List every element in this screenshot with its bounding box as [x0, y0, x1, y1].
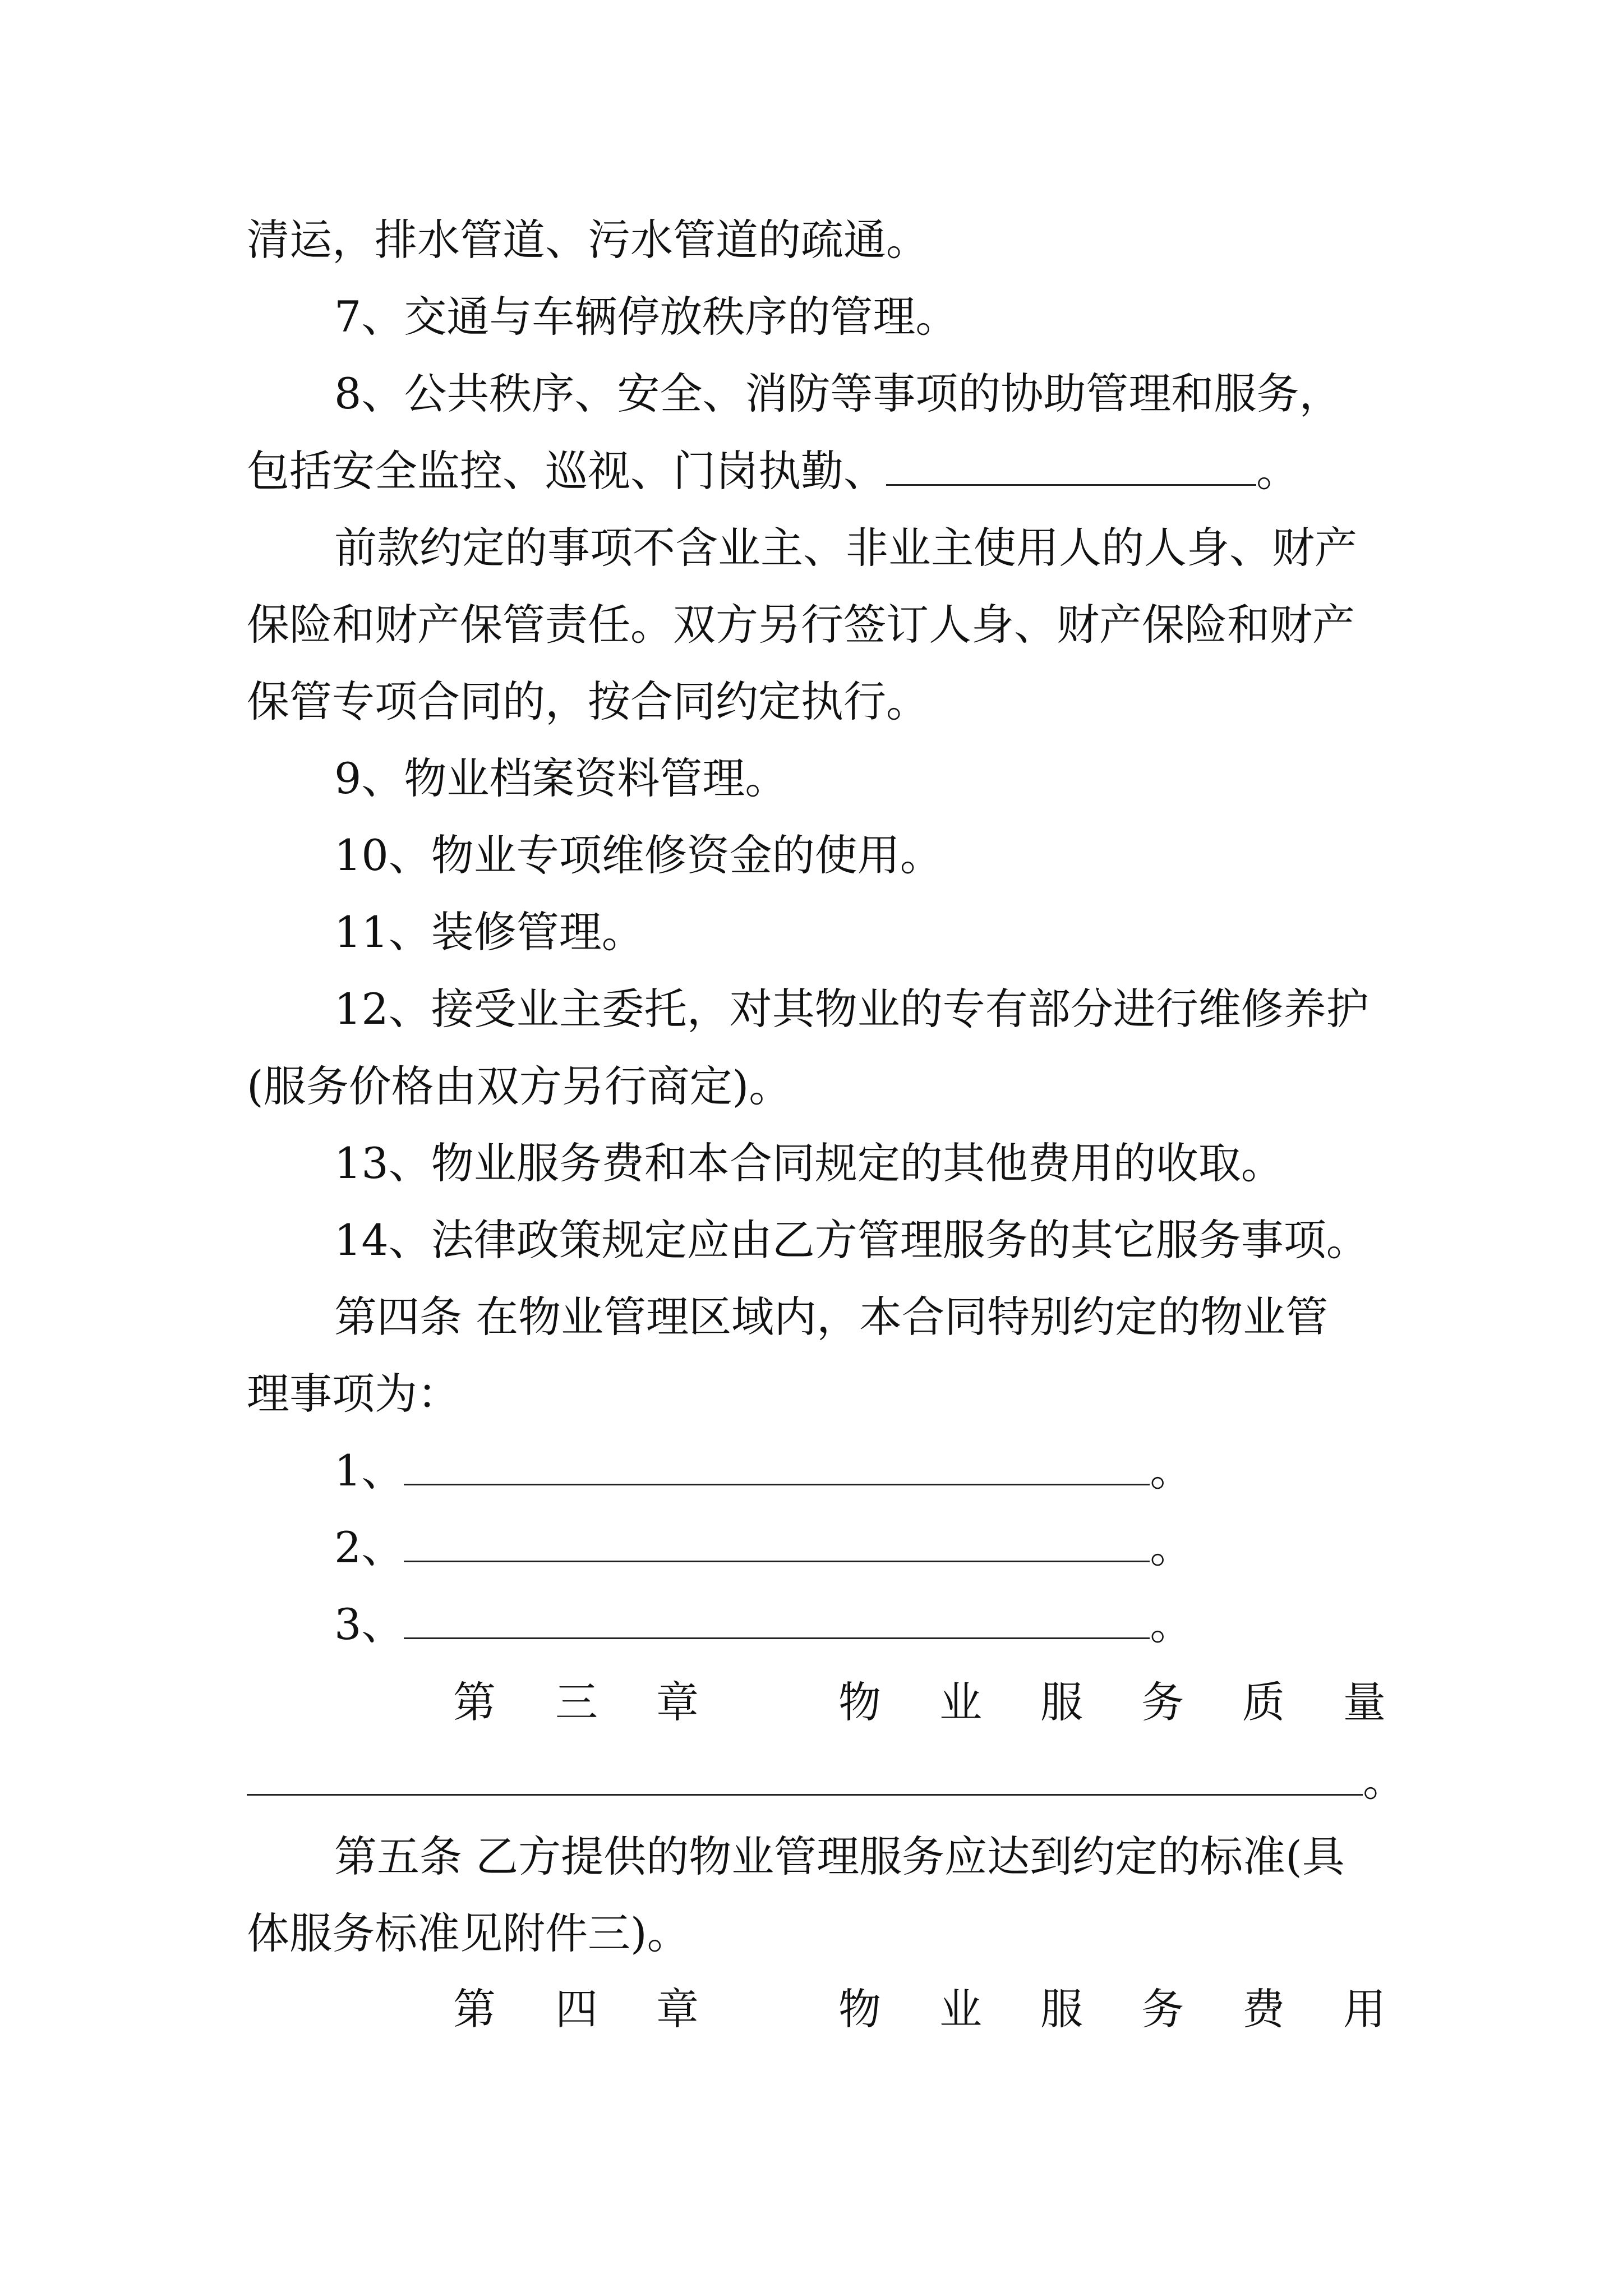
- chapter-char: 量: [1343, 1677, 1386, 1727]
- chapter-char: 章: [656, 1677, 699, 1727]
- text-segment: 。: [1150, 1522, 1193, 1572]
- chapter-char: 物: [838, 1677, 881, 1727]
- chapter-char: 服: [1040, 1984, 1083, 2034]
- chapter-char: 务: [1141, 1677, 1184, 1727]
- list-item-9: 9、物业档案资料管理。: [334, 753, 788, 803]
- blank-item-2: [334, 1520, 1192, 1576]
- text-line: 清运，排水管道、污水管道的疏通。: [247, 215, 929, 265]
- chapter-char: 四: [555, 1984, 598, 2034]
- list-item-13: 13、物业服务费和本合同规定的其他费用的收取。: [334, 1138, 1284, 1188]
- blank-item-1: [334, 1443, 1192, 1499]
- item-number: 2、: [334, 1522, 404, 1572]
- article-5-heading: 第五条 乙方提供的物业管理服务应达到约定的标准(具: [334, 1832, 1345, 1881]
- list-item-7: 7、交通与车辆停放秩序的管理。: [334, 292, 958, 342]
- chapter-3-underline-row: [247, 1753, 1405, 1809]
- paragraph-line: 保险和财产保管责任。双方另行签订人身、财产保险和财产: [247, 600, 1355, 650]
- text-segment: 。: [1363, 1756, 1405, 1806]
- chapter-char: 费: [1242, 1984, 1285, 2034]
- text-line: 体服务标准见附件三)。: [247, 1908, 690, 1958]
- list-item-11: 11、装修管理。: [334, 907, 644, 957]
- chapter-char: 业: [939, 1984, 982, 2034]
- fill-in-blank: [247, 1759, 1363, 1796]
- chapter-char: 质: [1242, 1677, 1285, 1727]
- list-item-12: 12、接受业主委托，对其物业的专有部分进行维修养护: [334, 984, 1369, 1034]
- chapter-char: 务: [1141, 1984, 1184, 2034]
- item-number: 3、: [334, 1599, 404, 1649]
- chapter-char: 第: [453, 1677, 496, 1727]
- text-segment: 。: [1256, 446, 1299, 496]
- text-segment: 。: [1150, 1446, 1193, 1496]
- list-item-14: 14、法律政策规定应由乙方管理服务的其它服务事项。: [334, 1215, 1369, 1265]
- chapter-char: 三: [555, 1677, 598, 1727]
- text-line: (服务价格由双方另行商定)。: [247, 1061, 792, 1111]
- text-segment: 包括安全监控、巡视、门岗执勤、: [247, 446, 886, 496]
- chapter-char: 章: [656, 1984, 699, 2034]
- fill-in-blank: [886, 449, 1256, 486]
- article-4-heading: 第四条 在物业管理区域内，本合同特别约定的物业管: [334, 1292, 1329, 1342]
- chapter-char: 第: [453, 1984, 496, 2034]
- blank-item-3: [334, 1596, 1192, 1653]
- text-segment: 。: [1150, 1599, 1193, 1649]
- fill-in-blank: [404, 1449, 1150, 1485]
- chapter-char: 服: [1040, 1677, 1083, 1727]
- list-item-8: 8、公共秩序、安全、消防等事项的协助管理和服务，: [334, 369, 1342, 418]
- paragraph-line: 保管专项合同的，按合同约定执行。: [247, 677, 929, 726]
- list-item-10: 10、物业专项维修资金的使用。: [334, 830, 943, 880]
- fill-in-blank: [404, 1603, 1150, 1639]
- text-line: 理事项为：: [247, 1369, 460, 1419]
- paragraph-line: 前款约定的事项不含业主、非业主使用人的人身、财产: [334, 523, 1357, 573]
- item-number: 1、: [334, 1446, 404, 1496]
- fill-in-blank: [404, 1526, 1150, 1562]
- chapter-char: 用: [1343, 1984, 1386, 2034]
- text-line: [247, 443, 1299, 499]
- chapter-char: 业: [939, 1677, 982, 1727]
- chapter-char: 物: [838, 1984, 881, 2034]
